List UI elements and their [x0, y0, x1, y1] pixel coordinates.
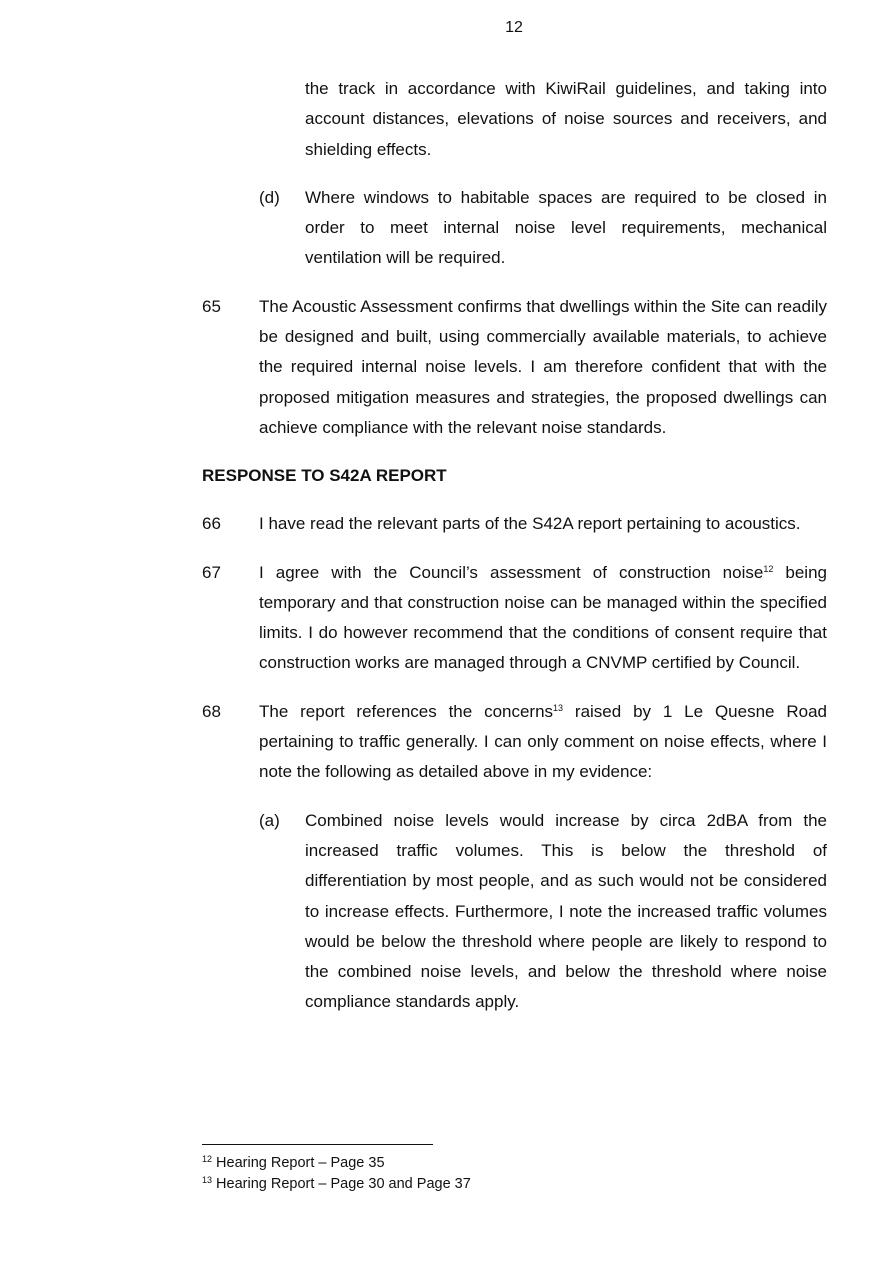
paragraph-text-part: The report references the concerns — [259, 701, 554, 721]
sub-item-label: (a) — [259, 810, 280, 830]
paragraph-65 — [202, 292, 827, 443]
paragraph-text: I have read the relevant parts of the S42A report pertaining to acoustics. — [259, 514, 801, 534]
paragraph-68 — [202, 697, 827, 788]
paragraph-text — [259, 558, 827, 679]
footnote-text: Hearing Report – Page 35 — [216, 1155, 385, 1171]
paragraph-text: The Acoustic Assessment confirms that dwellings within the Site can readily be designed and built, using commercially available materials, to achieve the required internal noise levels. I am therefore confident that with the proposed mitigation measures and strategies, the proposed dwellings can achieve compliance with the relevant noise standards. — [259, 296, 827, 437]
sub-item-text: Combined noise levels would increase by circa 2dBA from the increased traffic volumes. This is below the threshold of differentiation by most people, and as such would not be considered to increase effects. Furthermore, I note the increased traffic volumes would be below the threshold where people are likely to respond to the combined noise levels, and below the threshold where noise compliance standards apply. — [305, 810, 827, 1012]
paragraph-67 — [202, 558, 827, 679]
page-number: 12 — [505, 19, 523, 36]
paragraph-number: 66 — [202, 514, 221, 534]
footnote-marker: 12 — [202, 1154, 213, 1164]
footnote-reference[interactable]: 12 — [763, 563, 774, 574]
footnote-text: Hearing Report – Page 30 and Page 37 — [216, 1176, 471, 1192]
sub-item-a — [259, 806, 827, 1018]
paragraph-number: 68 — [202, 701, 221, 721]
paragraph-text-part: raised by 1 Le Quesne Road pertaining to traffic generally. I can only comment on noise effects, where I note the following as detailed above in my evidence: — [259, 701, 827, 782]
paragraph-number: 65 — [202, 296, 221, 316]
sub-item-d — [259, 183, 827, 274]
paragraph-number: 67 — [202, 562, 221, 582]
footnote-12 — [202, 1153, 827, 1174]
paragraph-text-part: being temporary and that construction noise can be managed within the specified limits. I do however recommend that the conditions of consent require that construction works are managed through a CNVMP certified by Council. — [259, 562, 827, 673]
paragraph-text — [259, 697, 827, 788]
paragraph-66 — [202, 509, 827, 539]
sub-item-label: (d) — [259, 187, 280, 207]
footnote-13 — [202, 1174, 827, 1195]
document-body — [202, 74, 827, 1036]
footnote-divider — [202, 1144, 433, 1145]
paragraph-text-part: I agree with the Council’s assessment of construction noise — [259, 562, 764, 582]
footnote-reference[interactable]: 13 — [553, 702, 564, 713]
section-heading: RESPONSE TO S42A REPORT — [202, 466, 447, 486]
sub-item-text: Where windows to habitable spaces are required to be closed in order to meet internal noise level requirements, mechanical ventilation will be required. — [305, 187, 827, 268]
footnotes — [202, 1144, 827, 1195]
footnote-marker: 13 — [202, 1175, 213, 1185]
continuation-paragraph: the track in accordance with KiwiRail guidelines, and taking into account distances, elevations of noise sources and receivers, and shielding effects. — [305, 79, 827, 159]
